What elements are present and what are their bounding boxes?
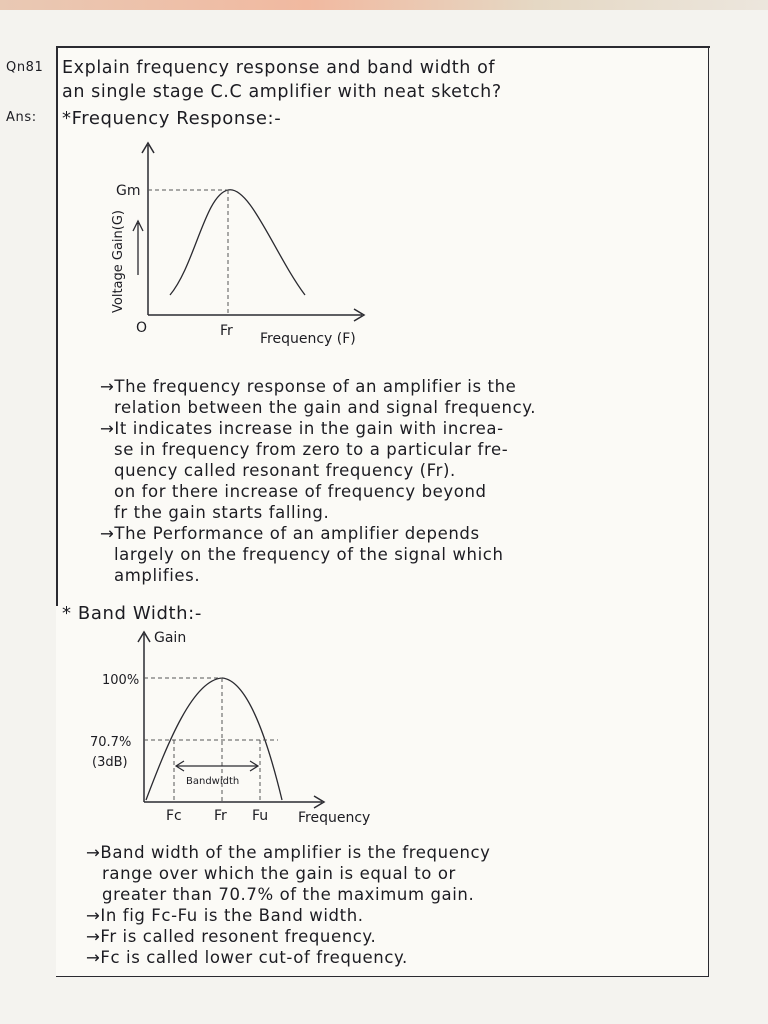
gain-arrow — [133, 221, 143, 275]
question-number: Qn81 — [6, 60, 44, 75]
section-heading-band-width: * Band Width:- — [62, 603, 202, 624]
question-line-2: an single stage C.C amplifier with neat sketch? — [62, 82, 502, 102]
margin-line — [56, 46, 58, 606]
note-line: →It indicates increase in the gain with increa- — [100, 419, 504, 438]
note-line: relation between the gain and signal frequency. — [114, 398, 537, 417]
fc-label: Fc — [166, 808, 182, 824]
frequency-response-notes — [100, 376, 705, 586]
y-axis-label: Voltage Gain(G) — [111, 209, 126, 313]
note-line: fr the gain starts falling. — [114, 503, 330, 522]
origin-label: O — [136, 320, 148, 336]
note-line: →The frequency response of an amplifier is the — [100, 377, 517, 396]
gain-label: Gain — [154, 630, 187, 646]
note-line: quency called resonant frequency (Fr). — [114, 461, 456, 480]
note-line: largely on the frequency of the signal which — [114, 545, 504, 564]
note-line: →Fc is called lower cut-of frequency. — [86, 948, 408, 967]
bandwidth-label: Bandwidth — [186, 776, 240, 787]
question-line-1: Explain frequency response and band width of — [62, 58, 496, 78]
note-line: →The Performance of an amplifier depends — [100, 524, 480, 543]
note-line: →In fig Fc-Fu is the Band width. — [86, 906, 364, 925]
note-line: se in frequency from zero to a particular fre- — [114, 440, 509, 459]
note-line: range over which the gain is equal to or — [102, 864, 456, 883]
fu-label: Fu — [252, 808, 269, 824]
label-707: 70.7% — [90, 735, 132, 750]
top-color-band — [0, 0, 768, 10]
x-axis-label: Frequency (F) — [260, 331, 356, 347]
fr-label: Fr — [220, 323, 233, 339]
x-axis-label: Frequency — [298, 810, 371, 826]
response-curve — [170, 190, 305, 295]
band-width-notes — [86, 842, 706, 968]
note-line: greater than 70.7% of the maximum gain. — [102, 885, 475, 904]
note-line: →Fr is called resonent frequency. — [86, 927, 377, 946]
top-rule-line — [56, 46, 710, 48]
frequency-response-graph — [100, 135, 400, 355]
label-100: 100% — [102, 673, 140, 688]
fr-label: Fr — [214, 808, 227, 824]
note-line: on for there increase of frequency beyond — [114, 482, 487, 501]
bandwidth-graph — [88, 622, 428, 832]
answer-label: Ans: — [6, 110, 37, 125]
note-line: amplifies. — [114, 566, 201, 585]
note-line: →Band width of the amplifier is the frequency — [86, 843, 491, 862]
section-heading-frequency-response: *Frequency Response:- — [62, 108, 282, 129]
label-3db: (3dB) — [92, 755, 128, 770]
gm-label: Gm — [116, 183, 141, 199]
